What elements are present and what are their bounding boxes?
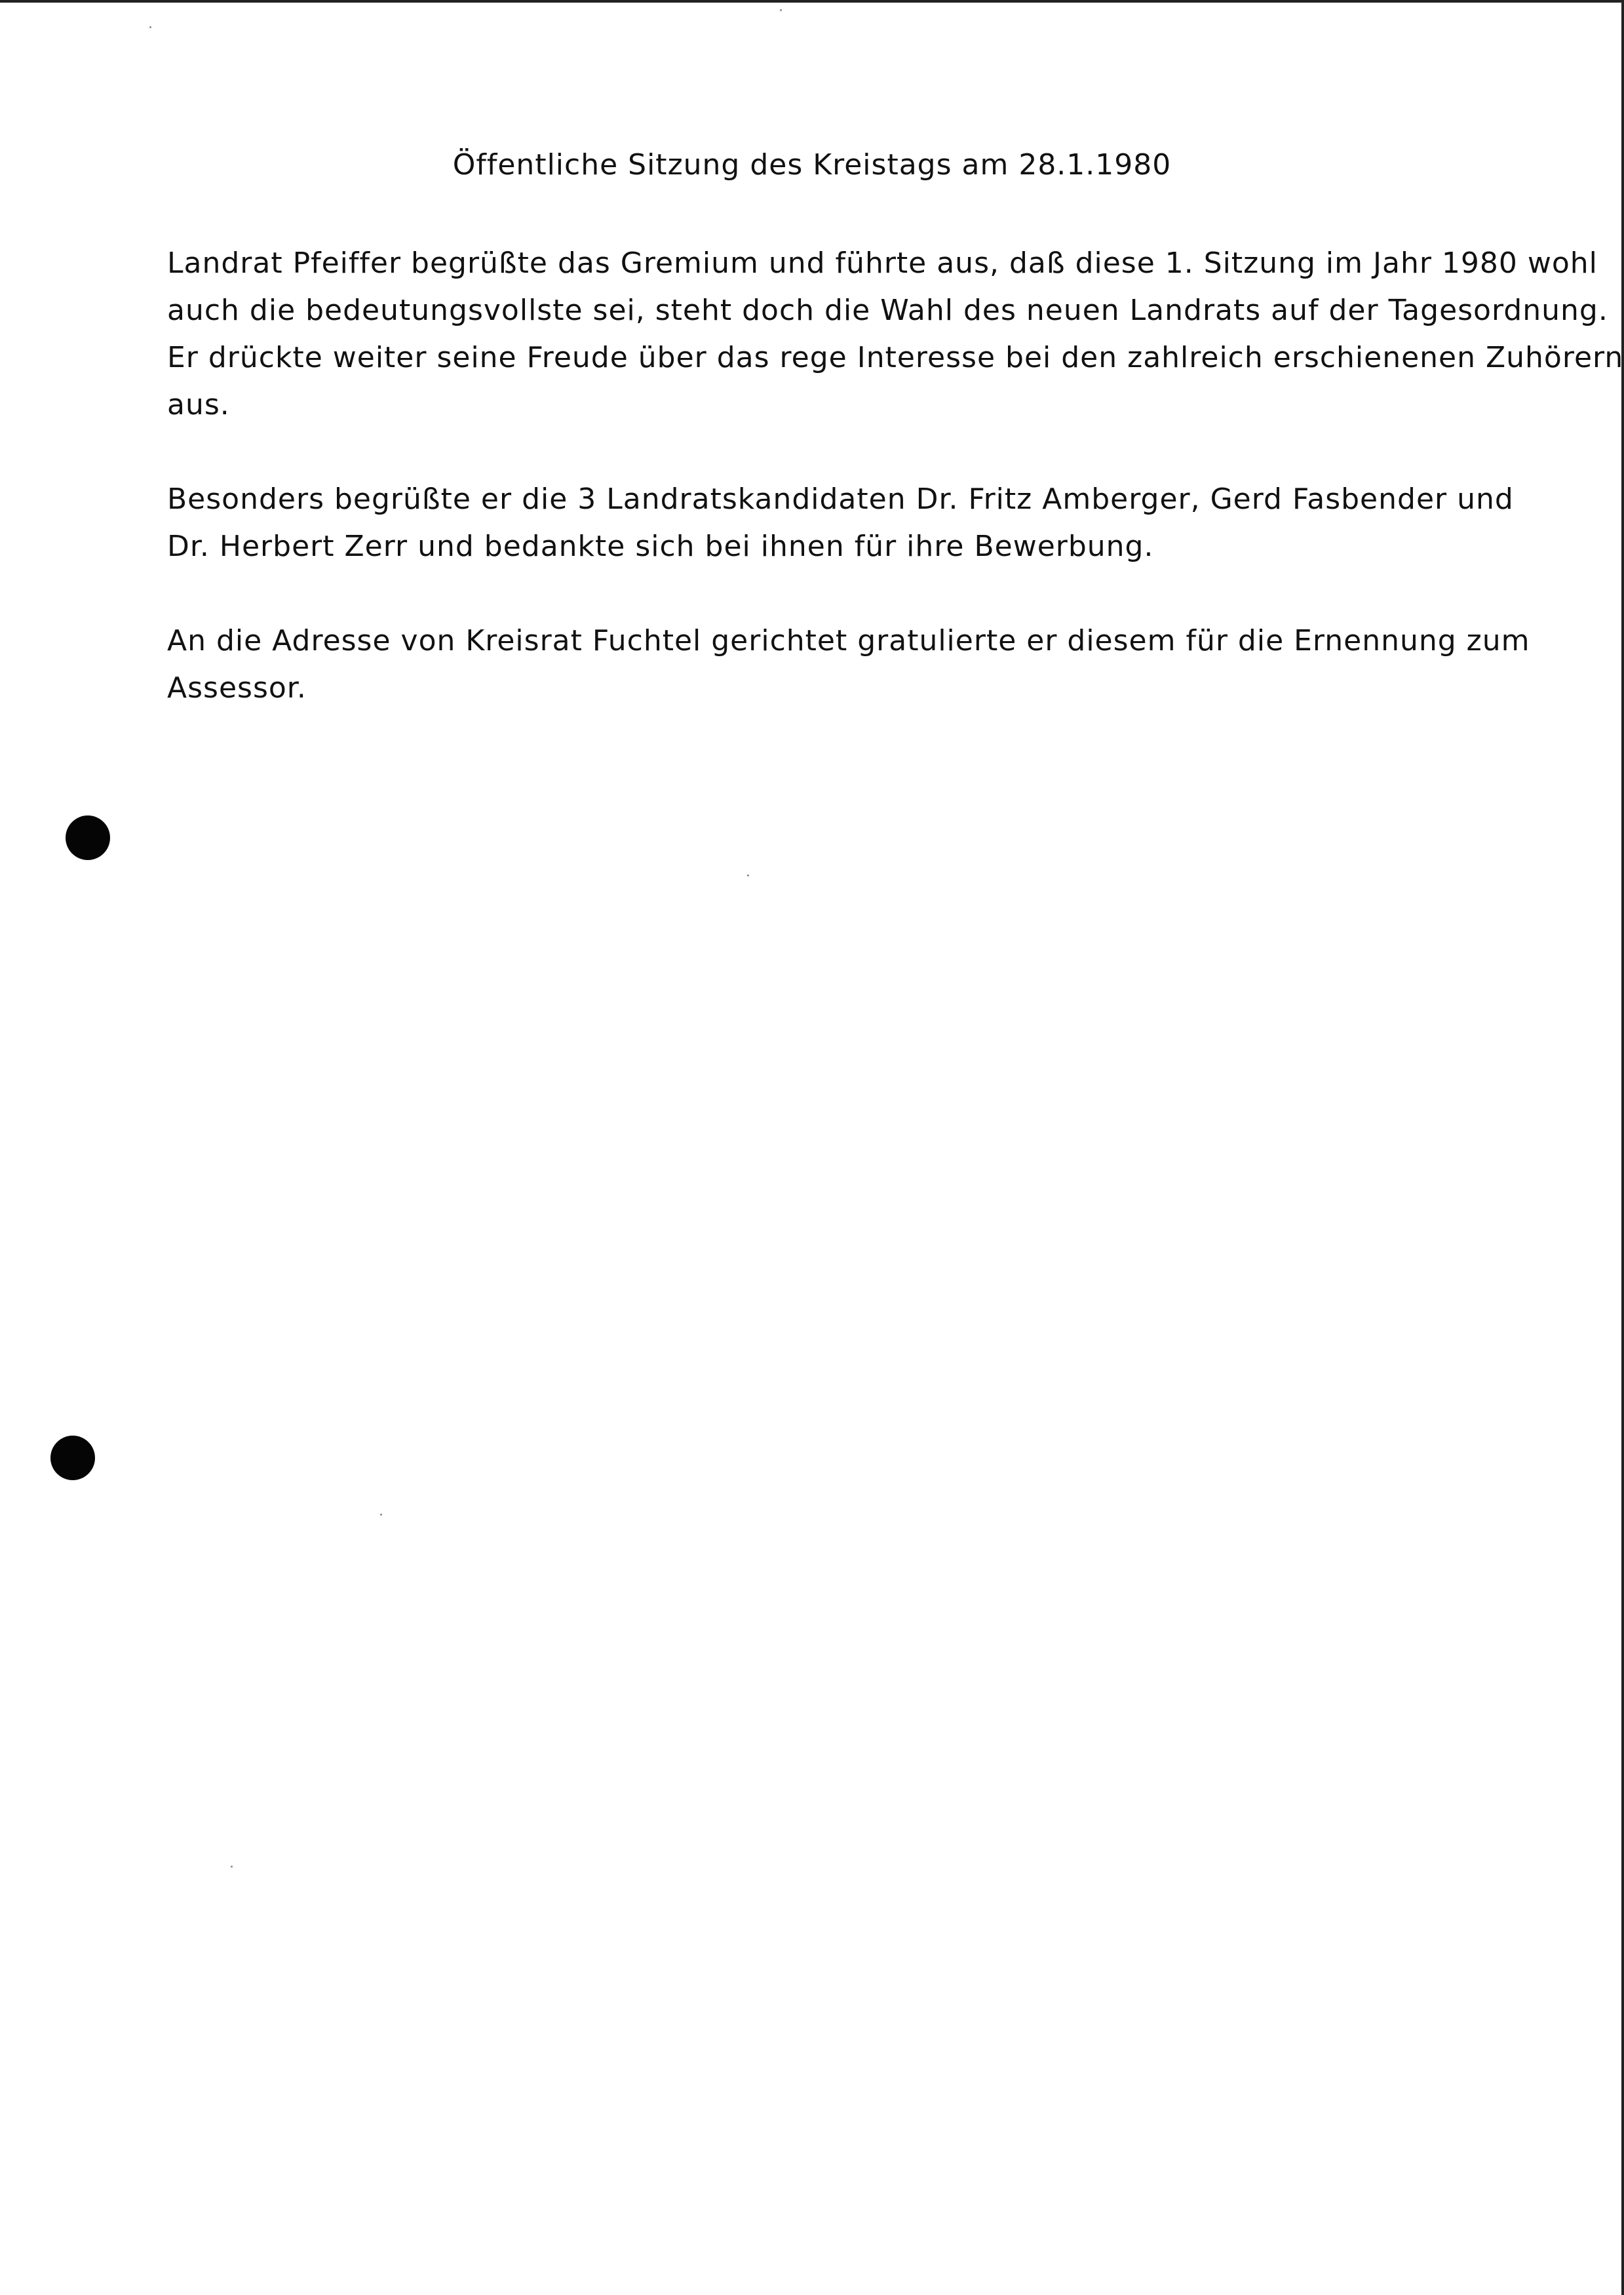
paragraph-candidates bbox=[167, 476, 1530, 570]
punch-hole-top bbox=[66, 815, 110, 860]
scan-speck bbox=[780, 9, 782, 11]
scan-speck bbox=[149, 26, 151, 28]
scan-speck bbox=[231, 1866, 233, 1868]
text-line: An die Adresse von Kreisrat Fuchtel gerichtet gratulierte er diesem für die Ernennung zum bbox=[167, 624, 1530, 657]
paragraph-welcome bbox=[167, 240, 1624, 429]
scan-speck bbox=[380, 1514, 382, 1516]
document-body bbox=[167, 240, 1624, 759]
text-line: Besonders begrüßte er die 3 Landratskandidaten Dr. Fritz Amberger, Gerd Fasbender und bbox=[167, 482, 1514, 516]
scan-speck bbox=[747, 874, 749, 876]
paragraph-congratulation bbox=[167, 618, 1530, 712]
text-line: Er drückte weiter seine Freude über das rege Interesse bei den zahlreich erschienenen Zuhörern bbox=[167, 341, 1624, 374]
text-line: Landrat Pfeiffer begrüßte das Gremium und führte aus, daß diese 1. Sitzung im Jahr 1980 wohl bbox=[167, 246, 1598, 280]
text-line: Dr. Herbert Zerr und bedankte sich bei ihnen für ihre Bewerbung. bbox=[167, 530, 1154, 563]
text-line: Assessor. bbox=[167, 671, 307, 705]
text-line: aus. bbox=[167, 388, 230, 422]
punch-hole-bottom bbox=[50, 1436, 95, 1480]
document-title: Öffentliche Sitzung des Kreistags am 28.1.1980 bbox=[452, 148, 1172, 182]
text-line: auch die bedeutungsvollste sei, steht doch die Wahl des neuen Landrats auf der Tagesordnung. bbox=[167, 294, 1608, 327]
